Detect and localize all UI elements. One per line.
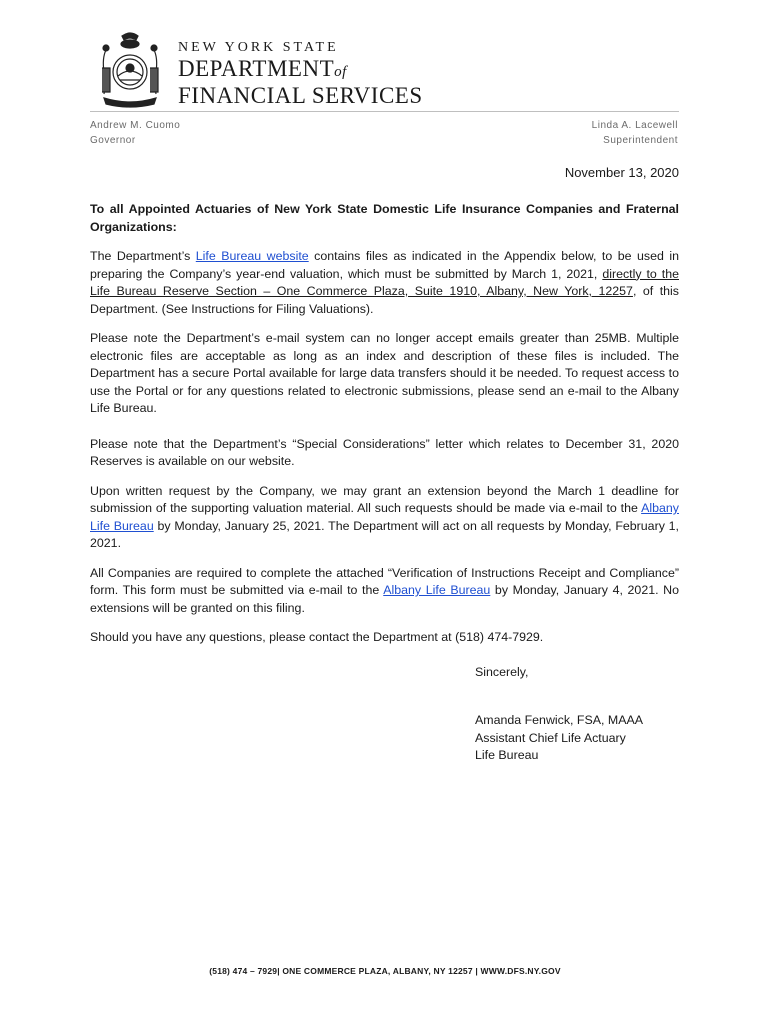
footer-contact: (518) 474 – 7929| ONE COMMERCE PLAZA, ALBANY, NY 12257 | WWW.DFS.NY.GOV — [209, 966, 561, 976]
paragraph-email-limits: Please note the Department’s e-mail system can no longer accept emails greater than 25MB. Multiple electronic files are acceptable as long as an index and description of these files is included. The Department has a secure Portal available for large data transfers should it be needed. To request access to use the Portal or for any questions related to electronic submissions, please send an e-mail to the Albany Life Bureau. — [90, 331, 679, 415]
paragraph-extension: Upon written request by the Company, we may grant an extension beyond the March 1 deadline for submission of the supporting valuation material. All such requests should be made via e-mail to the Albany Life Bureau by Monday, January 25, 2021. The Department will act on all requests by Monday, February 1, 2021. — [90, 483, 680, 550]
paragraph-special-considerations: Please note that the Department’s “Special Considerations” letter which relates to December 31, 2020 Reserves is available on our website. — [90, 436, 679, 468]
closing: Sincerely, — [475, 665, 529, 679]
signer-unit: Life Bureau — [475, 748, 539, 762]
reserve-section-address: directly to the Life Bureau Reserve Section – One Commerce Plaza, Suite 1910, Albany, New York, 12257 — [90, 266, 679, 298]
paragraph-verification: All Companies are required to complete the attached “Verification of Instructions Receipt and Compliance” form. This form must be submitted via e-mail to the Albany Life Bureau by Monday, January 4, 2021. No extensions will be granted on this filing. — [90, 565, 680, 615]
governor-block — [90, 118, 180, 148]
superintendent-title: Superintendent — [603, 135, 678, 146]
state-seal-icon — [92, 28, 168, 108]
albany-life-bureau-link[interactable]: Albany Life Bureau — [90, 501, 679, 533]
signer-title: Assistant Chief Life Actuary — [475, 730, 626, 745]
letter-body — [90, 201, 679, 659]
paragraph-files: The Department’s Life Bureau website contains files as indicated in the Appendix below, to be used in preparing the Company’s year-end valuation, which must be submitted by March 1, 2021, directly to the Life Bureau Reserve Section – One Commerce Plaza, Suite 1910, Albany, New York, 12257, of this Department. (See Instructions for Filing Valuations). — [90, 249, 679, 316]
agency-line-financial-services: FINANCIAL SERVICES — [178, 83, 423, 108]
governor-name: Andrew M. Cuomo — [90, 120, 181, 131]
signature-block — [475, 712, 643, 765]
agency-line-state: NEW YORK STATE — [178, 40, 339, 55]
signer-name: Amanda Fenwick, FSA, MAAA — [475, 713, 644, 727]
superintendent-block — [592, 118, 678, 148]
agency-line-department: DEPARTMENTof — [178, 56, 347, 81]
salutation: To all Appointed Actuaries of New York State Domestic Life Insurance Companies and Fraternal Organizations: — [90, 202, 679, 234]
albany-life-bureau-link-2[interactable]: Albany Life Bureau — [383, 583, 491, 597]
agency-name — [178, 40, 423, 108]
life-bureau-website-link[interactable]: Life Bureau website — [195, 249, 309, 263]
paragraph-contact: Should you have any questions, please contact the Department at (518) 474-7929. — [90, 630, 544, 644]
letter-date: November 13, 2020 — [564, 165, 679, 180]
governor-title: Governor — [90, 135, 136, 146]
header-divider — [90, 111, 679, 112]
superintendent-name: Linda A. Lacewell — [591, 120, 678, 131]
